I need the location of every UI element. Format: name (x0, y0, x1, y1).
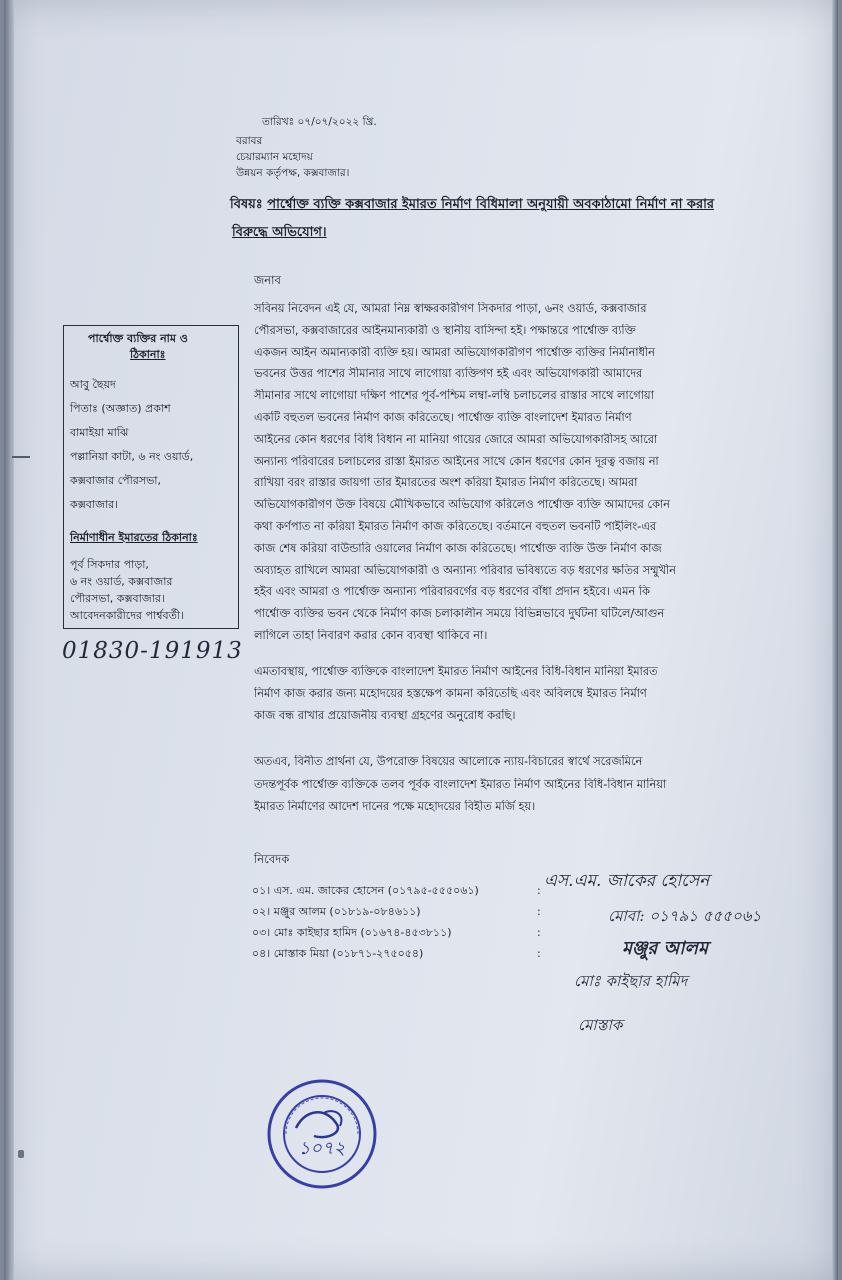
respondent-info-box (63, 325, 239, 629)
body-line: আইনের কোন ধরণের বিধি বিধান না মানিয়া গায়ের জোরে আমরা অভিযোগকারীসহ আরো (254, 432, 658, 446)
margin-mark (18, 1150, 24, 1158)
body-line: পৌরসভা, কক্সবাজারের আইনমান্যকারী ও স্থানীয় বাসিন্দা হই। পক্ষান্তরে পার্শ্বোক্ত ব্যক্তি (254, 323, 636, 337)
body-line: নির্মাণ কাজ করার জন্য মহোদয়ের হস্তক্ষেপ কামনা করিতেছি এবং অবিলম্বে ইমারত নির্মাণ (254, 686, 647, 700)
letter-recipient: চেয়ারম্যান মহোদয় (236, 151, 313, 163)
subject-text-2: বিরুদ্ধে অভিযোগ। (232, 225, 327, 240)
body-line: অভিযোগকারীগণ উক্ত বিষয়ে মৌখিকভাবে অভিযোগ করিলেও পার্শ্বোক্ত ব্যক্তি আমাদের কোন (254, 498, 670, 512)
letter-office: উন্নয়ন কর্তৃপক্ষ, কক্সবাজার। (236, 167, 350, 179)
body-line: পার্শ্বোক্ত ব্যক্তির ভবন থেকে নির্মাণ কাজ চলাকালীন সময়ে বিভিন্নভাবে দুর্ঘটনা ঘটিলে/আগুন (254, 607, 665, 621)
signatory-entry: ০৪। মোস্তাক মিয়া (০১৮৭১-২৭৫০৫৪) (252, 947, 424, 960)
signature-colon: : (537, 905, 541, 918)
respondent-address-line: ৬ নং ওয়ার্ড, কক্সবাজার (70, 575, 173, 588)
page-right-edge (832, 0, 838, 1280)
respondent-heading: পার্শ্বোক্ত ব্যক্তির নাম ও (88, 332, 188, 345)
respondent-address-line: বামাইয়া মাঝি (70, 426, 129, 439)
signature-3: মোঃ কাইছার হামিদ (574, 972, 688, 990)
respondent-address-line: কক্সবাজার। (70, 498, 119, 511)
body-line: ভবনের উত্তর পাশের সীমানার সাথে লাগোয়া ব্যক্তিগণ হই এবং অভিযোগকারী আমাদের (254, 367, 643, 381)
stamp-number: ১০৭২ (298, 1138, 346, 1159)
signatories-label: নিবেদক (254, 852, 290, 866)
signatory-entry: ০২। মঞ্জুর আলম (০১৮১৯-০৮৪৬১১) (252, 905, 421, 918)
signatory-entry: ০১। এস. এম. জাকের হোসেন (০১৭৯৫-৫৫৫০৬১) (252, 884, 479, 897)
signatory-entry: ০৩। মোঃ কাইছার হামিদ (০১৬৭৪-৪৫৩৮১১) (252, 926, 452, 939)
subject-label: বিষয়ঃ (230, 197, 263, 212)
body-line: সবিনয় নিবেদন এই যে, আমরা নিম্ন স্বাক্ষরকারীগণ সিকদার পাড়া, ৬নং ওয়ার্ড, কক্সবাজার (254, 302, 647, 315)
page-left-edge (4, 0, 14, 1280)
body-line: রাখিয়া বরং রাস্তার জায়গা তার ইমারতের অংশ করিয়া ইমারত নির্মাণ করিতেছে। আমরা (254, 476, 638, 490)
respondent-address-line: পূর্ব সিকদার পাড়া, (70, 558, 149, 571)
body-line: একজন আইন অমান্যকারী ব্যক্তি হয়। আমরা অভিযোগকারীগণ পার্শ্বোক্ত ব্যক্তির নির্মানাধীন (254, 345, 655, 359)
body-line: অব্যাহত রাখিলে আমরা অভিযোগকারী ও অন্যান্য পরিবার ভবিষ্যতে বড় ধরণের ক্ষতির সম্মুখীন (254, 563, 676, 577)
respondent-address-line: আবেদনকারীদের পার্শ্ববর্তী। (70, 609, 184, 622)
respondent-heading-b: ঠিকানাঃ (130, 348, 166, 361)
body-line: এমতাবস্থায়, পার্শ্বোক্ত ব্যক্তিকে বাংলাদেশ ইমারত নির্মাণ আইনের বিধি-বিধান মানিয়া ইমারত (254, 665, 658, 678)
signature-2: মঞ্জুর আলম (622, 938, 708, 959)
signature-1: এস.এম. জাকের হোসেন (544, 871, 710, 891)
signature-colon: : (537, 947, 541, 960)
subject-line-1 (230, 198, 714, 212)
signature-1-phone: মোবা: ০১৭৯১ ৫৫৫০৬১ (608, 907, 762, 925)
letter-to: বরাবর (236, 135, 263, 147)
body-line: সীমানার সাথে লাগোয়া দক্ষিণ পাশের পূর্ব-পশ্চিম লম্বা-লম্বি চলাচলের রাস্তার সাথে লাগোয়া (254, 389, 654, 403)
body-line: হইব এবং আমরা ও পার্শ্বোক্ত অন্যান্য পরিবারবর্গের বড় ধরণের বাঁধা প্রদান হইবে। এমন কি (254, 585, 650, 599)
body-line: কাজ বন্ধ রাখার প্রয়োজনীয় ব্যবস্থা গ্রহণের অনুরোধ করছি। (254, 708, 516, 722)
document-page (4, 0, 838, 1280)
construction-heading: নির্মাণাধীন ইমারতের ঠিকানাঃ (70, 531, 198, 544)
signature-4: মোস্তাক (578, 1016, 623, 1034)
letter-date: তারিখঃ ০৭/০৭/২০২২ খ্রি. (262, 116, 377, 128)
body-line: লাগিলে তাহা নিবারণ করার কোন ব্যবস্থা থাকিবে না। (254, 629, 488, 642)
handwritten-phone: 01830-191913 (62, 638, 243, 664)
body-line: অতএব, বিনীত প্রার্থনা যে, উপরোক্ত বিষয়ের আলোকে ন্যায়-বিচারের স্বার্থে সরেজমিনে (254, 755, 643, 768)
margin-mark (12, 456, 30, 458)
respondent-address-line: পৌরসভা, কক্সবাজার। (70, 592, 165, 605)
body-line: কাজ শেষ করিয়া বাউন্ডারি ওয়ালের নির্মাণ কাজ করিতেছে। পার্শ্বোক্ত ব্যক্তি উক্ত নির্মাণ কাজ (254, 541, 662, 555)
body-line: অন্যান্য পরিবারের চলাচলের রাস্তা ইমারত আইনের সাথে কোন ধরণের কোন দূরত্ব বজায় না (254, 454, 659, 468)
body-line: ইমারত নির্মাণের আদেশ দানের পক্ষে মহোদয়ের বিহীত মর্জি হয়। (254, 800, 536, 813)
signature-colon: : (537, 926, 541, 939)
signature-colon: : (537, 884, 541, 897)
subject-line-2 (232, 226, 327, 240)
body-line: তদন্তপূর্বক পার্শ্বোক্ত ব্যক্তিকে তলব পূর্বক বাংলাদেশ ইমারত নির্মাণ আইনের বিধি-বিধান মানিয়া (254, 777, 667, 791)
body-line: কথা কর্ণপাত না করিয়া ইমারত নির্মাণ কাজ করিতেছে। বর্তমানে বহুতল ভবনটি পাইলিং-এর (254, 520, 657, 533)
respondent-address-line: পল্লানিয়া কাটা, ৬ নং ওয়ার্ড, (70, 450, 194, 463)
respondent-address-line: পিতাঃ (অজ্ঞাত) প্রকাশ (70, 402, 171, 415)
salutation: জনাব (254, 273, 281, 287)
respondent-address-line: কক্সবাজার পৌরসভা, (70, 474, 161, 487)
respondent-address-line: আবু ছৈয়দ (70, 378, 116, 391)
office-seal-stamp (266, 1078, 378, 1190)
body-line: একটি বহুতল ভবনের নির্মাণ কাজ করিতেছে। পার্শ্বোক্ত ব্যক্তি বাংলাদেশ ইমারত নির্মাণ (254, 411, 632, 424)
subject-text-1: পার্শ্বোক্ত ব্যক্তি কক্সবাজার ইমারত নির্মাণ বিধিমালা অনুযায়ী অবকাঠামো নির্মাণ না করার (267, 197, 715, 212)
